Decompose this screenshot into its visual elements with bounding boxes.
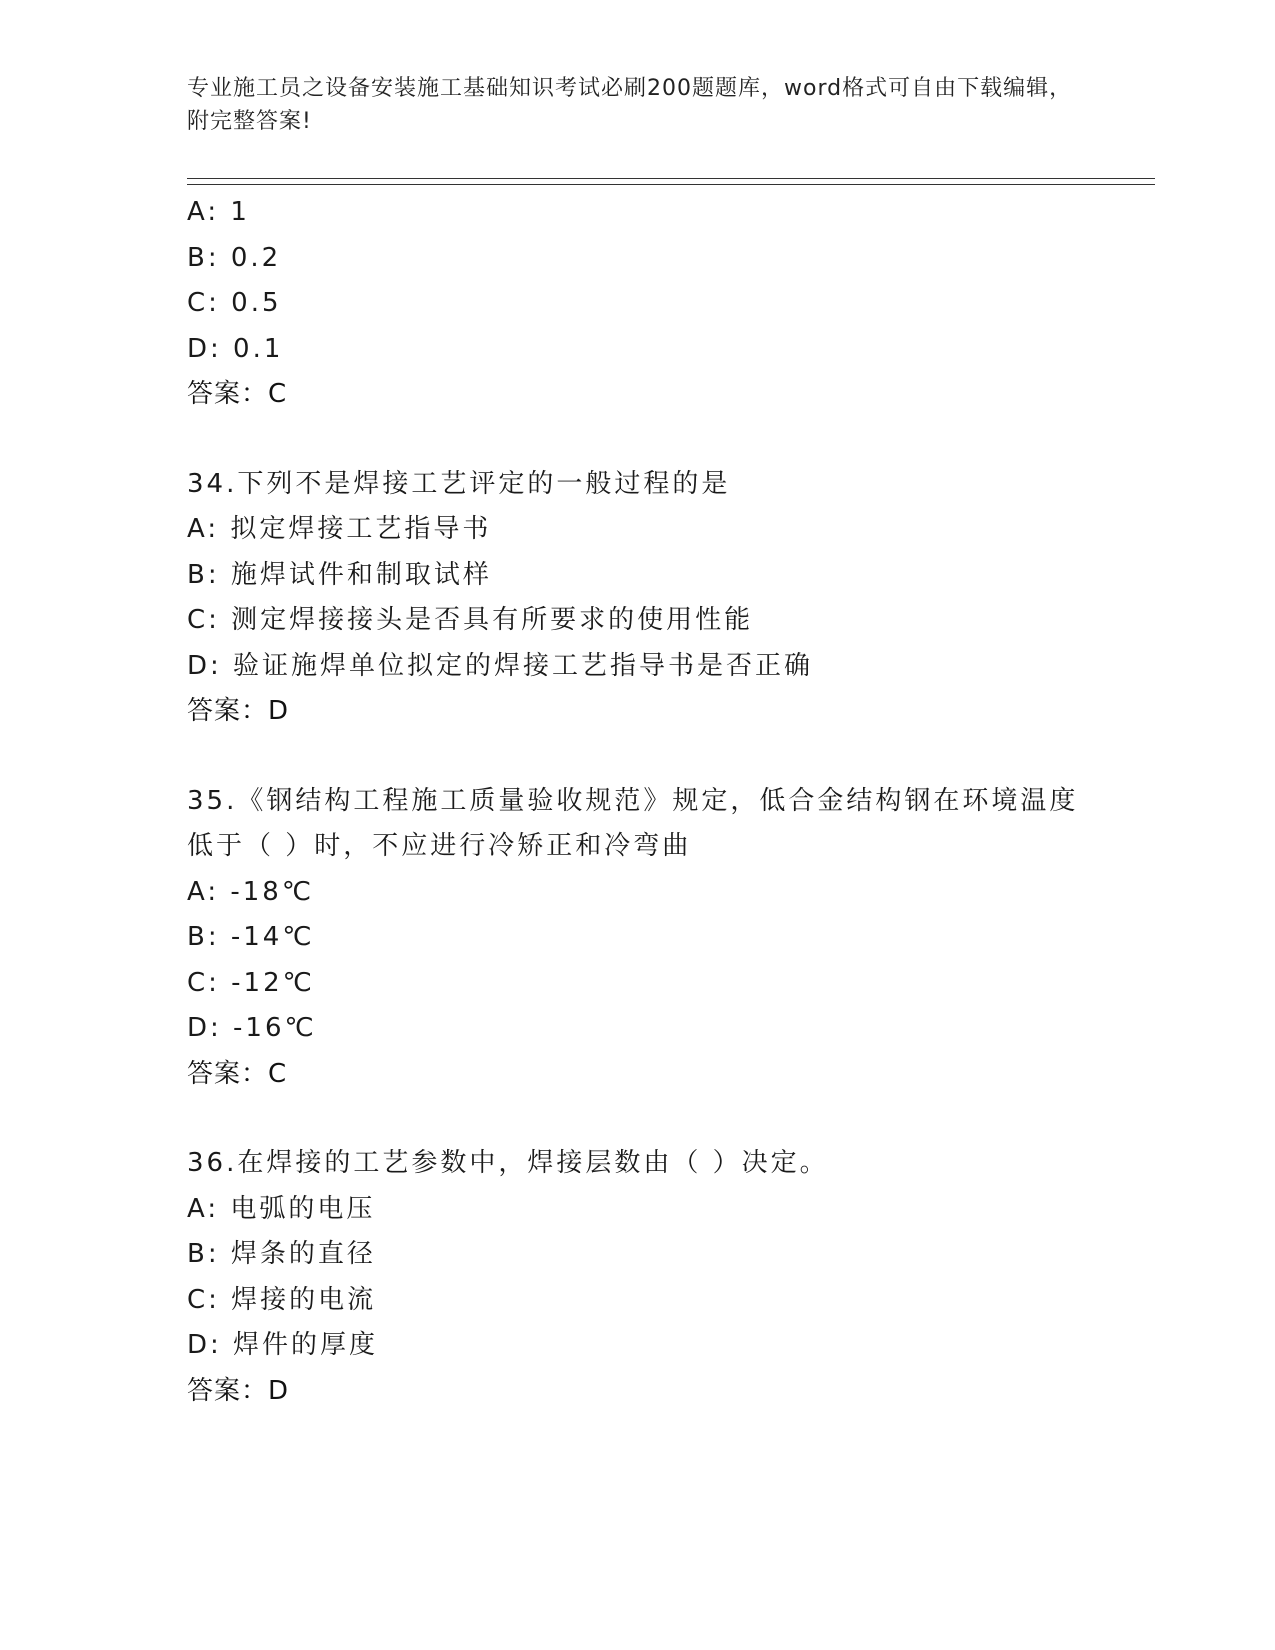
option-c: C: 0.5: [187, 288, 282, 318]
answer-line: 答案：C: [187, 379, 288, 409]
option-d: D: 焊件的厚度: [187, 1330, 379, 1360]
option-c: C: 焊接的电流: [187, 1284, 377, 1315]
option-b: B: 0.2: [187, 242, 282, 273]
option-b: B: 焊条的直径: [187, 1239, 376, 1269]
question-stem-line-1: 35.《钢结构工程施工质量验收规范》规定，低合金结构钢在环境温度: [187, 785, 1079, 816]
answer-line: 答案：D: [187, 1375, 290, 1406]
question-list: [187, 190, 1155, 1414]
question-block-33: [187, 190, 1155, 418]
question-block-35: [187, 779, 1155, 1098]
answer-line: 答案：D: [187, 696, 290, 726]
option-a: A: 拟定焊接工艺指导书: [187, 514, 492, 544]
header-divider: [187, 178, 1155, 185]
question-stem: 36.在焊接的工艺参数中，焊接层数由（ ）决定。: [187, 1148, 829, 1178]
option-b: B: -14℃: [187, 922, 315, 952]
option-d: D: -16℃: [187, 1013, 317, 1043]
question-stem: 34.下列不是焊接工艺评定的一般过程的是: [187, 468, 731, 499]
option-a: A: -18℃: [187, 876, 315, 907]
question-block-36: [187, 1141, 1155, 1414]
option-a: A: 电弧的电压: [187, 1193, 376, 1224]
option-d: D: 验证施焊单位拟定的焊接工艺指导书是否正确: [187, 650, 814, 681]
answer-line: 答案：C: [187, 1058, 288, 1089]
option-c: C: -12℃: [187, 967, 315, 998]
option-b: B: 施焊试件和制取试样: [187, 559, 492, 590]
question-block-34: [187, 462, 1155, 735]
option-a: A: 1: [187, 197, 250, 227]
question-stem-line-2: 低于（ ）时，不应进行冷矫正和冷弯曲: [187, 831, 692, 861]
page-header: 专业施工员之设备安装施工基础知识考试必刷200题题库，word格式可自由下载编辑，附完整答案!: [187, 76, 1073, 134]
option-d: D: 0.1: [187, 333, 284, 364]
option-c: C: 测定焊接接头是否具有所要求的使用性能: [187, 605, 754, 635]
